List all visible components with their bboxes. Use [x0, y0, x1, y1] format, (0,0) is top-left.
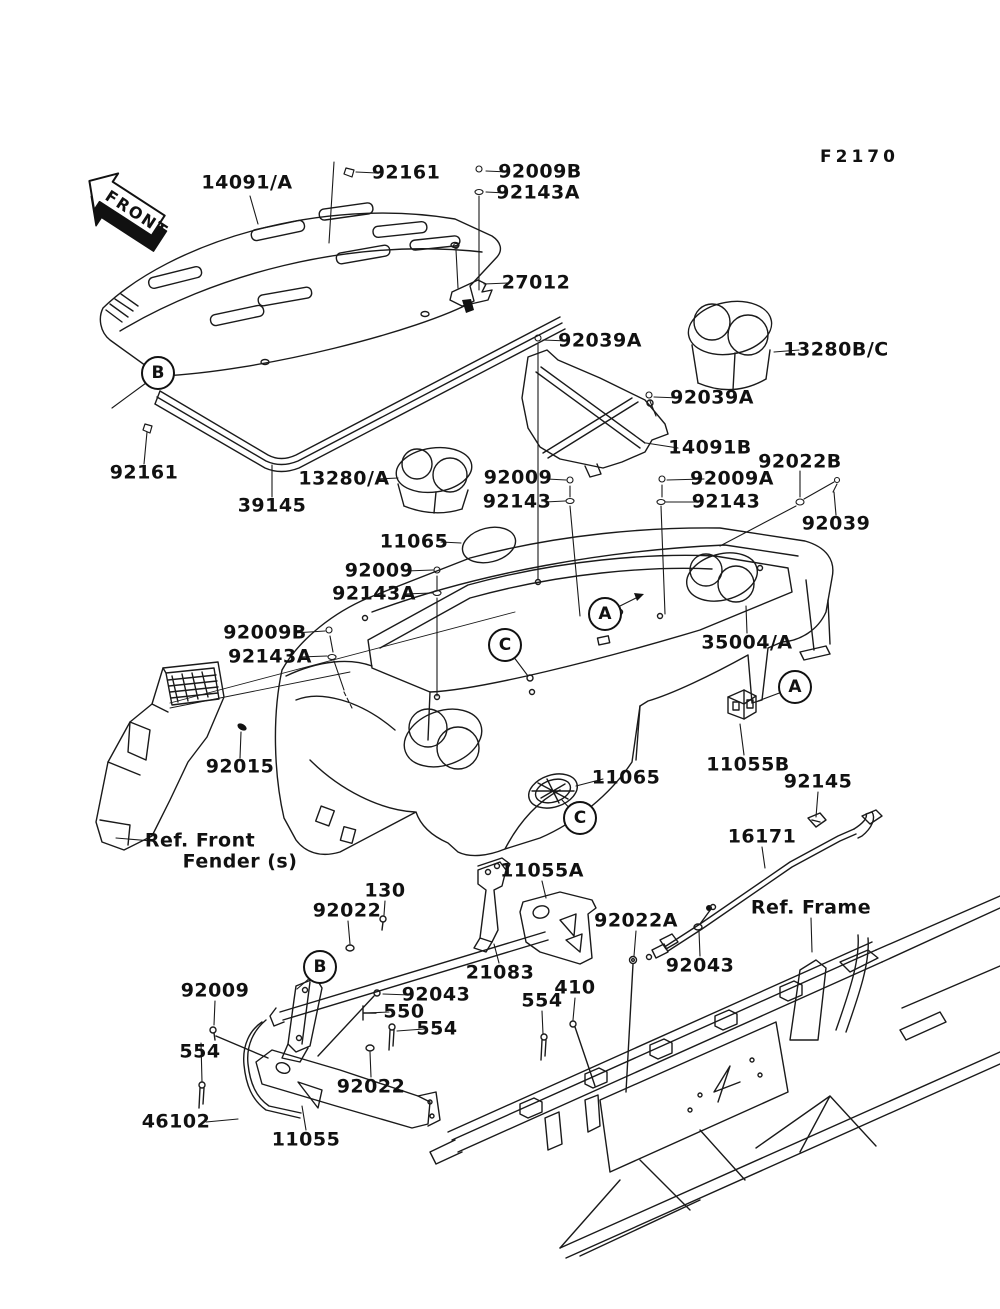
part-label-92145: 92145 — [783, 770, 853, 793]
part-label-92039A-2: 92039A — [670, 386, 754, 409]
cup-holder-a-art — [393, 443, 474, 513]
inner-panel-art — [522, 350, 668, 477]
part-label-550: 550 — [383, 1000, 425, 1023]
part-label-92043-m: 92043 — [401, 983, 471, 1006]
part-label-92143A-c2: 92143A — [228, 645, 312, 668]
part-label-92022-up: 92022 — [312, 899, 382, 922]
view-marker-c1: C — [488, 628, 522, 662]
view-marker-a2: A — [778, 670, 812, 704]
part-label-11055B: 11055B — [706, 753, 790, 776]
part-label-92015: 92015 — [205, 755, 275, 778]
part-label-11055A: 11055A — [500, 859, 584, 882]
part-label-554-m: 554 — [416, 1017, 458, 1040]
part-label-92009A: 92009A — [690, 467, 774, 490]
front-arrow-icon — [71, 163, 180, 261]
part-label-92161-left: 92161 — [109, 461, 179, 484]
view-marker-b1: B — [141, 356, 175, 390]
part-label-39145: 39145 — [237, 494, 307, 517]
part-label-92143-mid: 92143 — [482, 490, 552, 513]
part-label-11055: 11055 — [271, 1128, 341, 1151]
part-label-554-l: 554 — [179, 1040, 221, 1063]
view-marker-c2: C — [563, 801, 597, 835]
view-marker-b2: B — [303, 950, 337, 984]
part-label-92022A: 92022A — [594, 909, 678, 932]
part-label-11065-oval: 11065 — [379, 530, 449, 553]
part-label-16171: 16171 — [727, 825, 797, 848]
part-label-130: 130 — [364, 879, 406, 902]
part-label-92009-mid: 92009 — [483, 466, 553, 489]
front-arrow-text: FRONT — [101, 186, 172, 241]
part-label-92022B: 92022B — [758, 450, 842, 473]
ref-label-front-fender-1: Ref. Front — [144, 829, 256, 852]
part-label-92039A-1: 92039A — [558, 329, 642, 352]
part-label-92009-b: 92009 — [180, 979, 250, 1002]
figure-code: F2170 — [820, 147, 899, 167]
part-label-92043-r: 92043 — [665, 954, 735, 977]
view-marker-a1: A — [588, 597, 622, 631]
part-label-92039: 92039 — [801, 512, 871, 535]
part-label-14091A: 14091/A — [201, 171, 293, 194]
part-label-21083: 21083 — [465, 961, 535, 984]
cup-holder-bc-art — [684, 295, 776, 390]
ref-label-frame: Ref. Frame — [750, 896, 872, 919]
part-label-13280BC: 13280B/C — [783, 338, 889, 361]
part-label-92009-c1: 92009 — [344, 559, 414, 582]
part-label-46102: 46102 — [141, 1110, 211, 1133]
part-label-92009B-c2: 92009B — [223, 621, 307, 644]
part-label-92022-low: 92022 — [336, 1075, 406, 1098]
part-label-92009B-top: 92009B — [498, 160, 582, 183]
part-label-92143A-top: 92143A — [496, 181, 580, 204]
ref-label-front-fender-2: Fender (s) — [182, 850, 298, 873]
part-label-11065-cap: 11065 — [591, 766, 661, 789]
part-label-14091B: 14091B — [668, 436, 752, 459]
part-label-410: 410 — [554, 976, 596, 999]
part-label-27012: 27012 — [501, 271, 571, 294]
part-label-554-r: 554 — [521, 989, 563, 1012]
part-label-35004A: 35004/A — [701, 631, 793, 654]
clamp-art — [728, 690, 756, 719]
part-label-92143A-c1: 92143A — [332, 582, 416, 605]
part-label-92161-top: 92161 — [371, 161, 441, 184]
part-label-92143-r: 92143 — [691, 490, 761, 513]
part-label-13280A: 13280/A — [298, 467, 390, 490]
hood-seal-art — [155, 317, 565, 472]
